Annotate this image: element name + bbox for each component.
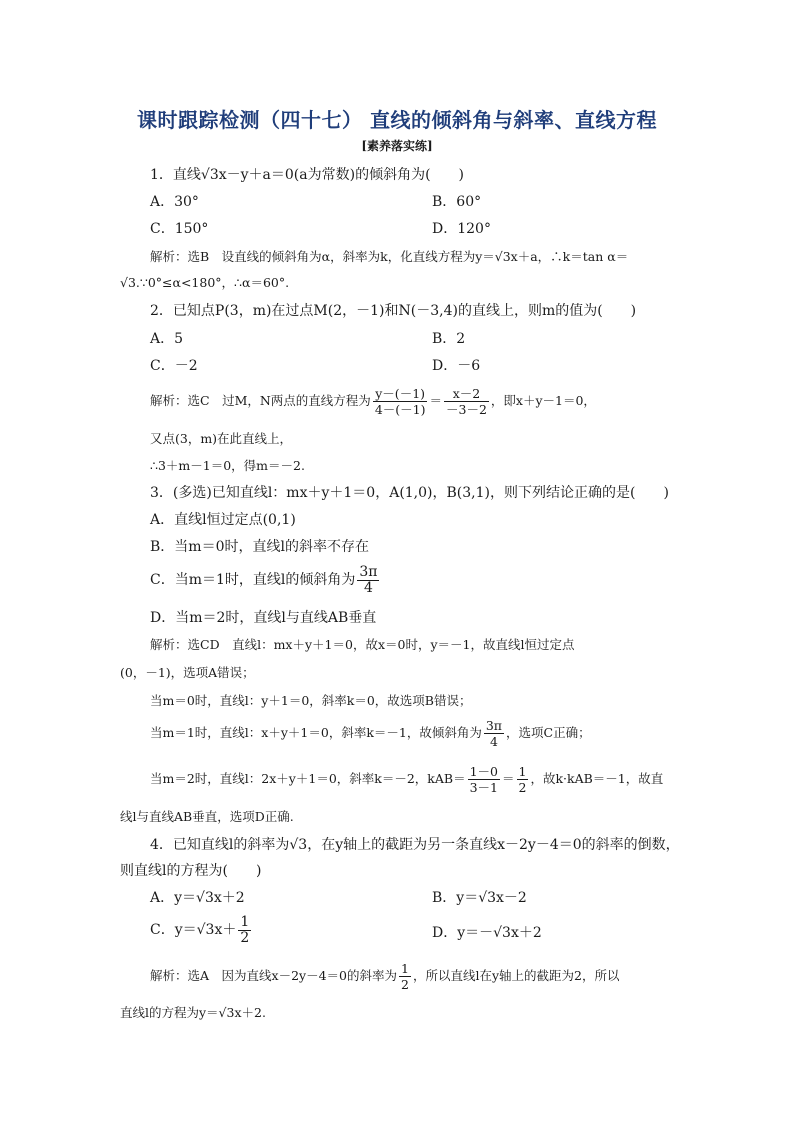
q4-stem-line1: 4．已知直线l的斜率为√3，在y轴上的截距为另一条直线x－2y－4＝0的斜率的倒数， <box>150 837 680 853</box>
q2-solution-line3: ∴3＋m－1＝0，得m＝－2. <box>150 458 305 473</box>
q2-fraction-2 <box>444 386 489 417</box>
q3-solution-line1: 解析：选CD 直线l：mx＋y＋1＝0，故x＝0时，y＝－1，故直线l恒过定点 <box>150 637 575 652</box>
q4-option-a: A．y＝√3x＋2 <box>150 890 245 906</box>
q4-stem-line2: 则直线l的方程为( ) <box>120 863 262 879</box>
q3-kab-result <box>517 764 529 795</box>
q2-fraction-1 <box>373 386 428 417</box>
q1-option-b: B．60° <box>432 194 482 210</box>
q2-stem: 2．已知点P(3，m)在过点M(2，－1)和N(－3,4)的直线上，则m的值为( ) <box>150 303 637 319</box>
q4-solution-text: 解析：选A 因为直线x－2y－4＝0的斜率为 <box>150 968 397 983</box>
q3-solution-line4 <box>150 715 591 751</box>
q3-solution-line5 <box>150 761 663 797</box>
q3-solution-fraction-den: 4 <box>489 734 498 749</box>
q3-option-c-num: 3π <box>359 563 378 580</box>
q1-solution-line2: √3.∵0°≤α<180°，∴α＝60°. <box>120 275 290 290</box>
q2-solution-text: 解析：选C 过M，N两点的直线方程为 <box>150 393 371 408</box>
q2-solution-line2: 又点(3，m)在此直线上， <box>150 431 293 446</box>
q3-kab-result-den: 2 <box>518 780 527 795</box>
q4-solution-line1 <box>150 958 619 994</box>
q4-option-c-den: 2 <box>240 929 250 946</box>
q3-option-b: B．当m＝0时，直线l的斜率不存在 <box>150 539 369 555</box>
q2-fraction-1-num: y－(－1) <box>373 386 428 402</box>
q2-fraction-2-den: －3－2 <box>446 402 487 417</box>
q3-solution-line6: 线l与直线AB垂直，选项D正确. <box>120 809 294 824</box>
q4-solution-fraction <box>399 961 411 992</box>
q3-option-c <box>150 562 381 598</box>
q2-solution-tail: ，即x＋y－1＝0， <box>490 393 596 408</box>
q3-option-c-text: C．当m＝1时，直线l的倾斜角为 <box>150 572 356 588</box>
q2-option-b: B．2 <box>432 331 466 347</box>
q3-option-a: A．直线l恒过定点(0,1) <box>150 512 296 528</box>
q3-stem: 3．(多选)已知直线l：mx＋y＋1＝0，A(1,0)，B(3,1)，则下列结论正确的是( ) <box>150 485 669 501</box>
q2-option-d: D．－6 <box>432 358 481 374</box>
q4-option-c <box>150 912 253 948</box>
q3-kab-den: 3－1 <box>469 780 498 795</box>
q1-stem: 1．直线√3x－y＋a＝0(a为常数)的倾斜角为( ) <box>150 167 464 183</box>
q3-solution-fraction <box>484 718 504 749</box>
q3-option-d: D．当m＝2时，直线l与直线AB垂直 <box>150 610 377 626</box>
q3-option-c-den: 4 <box>363 579 373 596</box>
q3-kab-fraction <box>468 764 500 795</box>
q4-option-b: B．y＝√3x－2 <box>432 890 527 906</box>
q3-solution-line4-text: 当m＝1时，直线l：x＋y＋1＝0，斜率k＝－1，故倾斜角为 <box>150 725 482 740</box>
q1-solution-line1: 解析：选B 设直线的倾斜角为α，斜率为k，化直线方程为y＝√3x＋a，∴k＝tan α＝ <box>150 249 629 264</box>
q4-option-d: D．y＝－√3x＋2 <box>432 925 542 941</box>
q1-option-d: D．120° <box>432 221 491 237</box>
q3-solution-line5-text: 当m＝2时，直线l：2x＋y＋1＝0，斜率k＝－2，kAB＝ <box>150 771 466 786</box>
q3-solution-fraction-num: 3π <box>485 718 503 733</box>
q3-kab-equals: ＝ <box>502 771 515 786</box>
q1-option-c: C．150° <box>150 221 209 237</box>
section-subtitle: [素养落实练] <box>361 139 433 153</box>
q4-solution-fraction-num: 1 <box>401 961 409 976</box>
q3-option-c-fraction <box>357 565 379 596</box>
q4-solution-fraction-den: 2 <box>401 977 409 992</box>
q4-option-c-num: 1 <box>240 913 250 930</box>
q3-solution-line2: (0，－1)，选项A错误； <box>120 665 255 680</box>
q2-fraction-1-den: 4－(－1) <box>374 402 426 417</box>
q2-solution-line1 <box>150 383 596 419</box>
q4-solution-tail: ，所以直线l在y轴上的截距为2，所以 <box>412 968 620 983</box>
q4-option-c-fraction <box>238 915 251 946</box>
q3-solution-line4-tail: ，选项C正确； <box>506 725 591 740</box>
page-title: 课时跟踪检测（四十七） 直线的倾斜角与斜率、直线方程 <box>137 108 657 132</box>
q2-fraction-2-num: x－2 <box>444 386 489 402</box>
q1-option-a: A．30° <box>150 194 199 210</box>
q3-solution-line5-tail: ，故k·kAB＝－1，故直 <box>530 771 664 786</box>
q2-option-c: C．－2 <box>150 358 198 374</box>
q2-option-a: A．5 <box>150 331 184 347</box>
q3-kab-result-num: 1 <box>518 764 527 779</box>
q4-solution-line2: 直线l的方程为y＝√3x＋2. <box>120 1005 266 1020</box>
q3-kab-num: 1－0 <box>469 764 498 779</box>
q3-solution-line3: 当m＝0时，直线l：y＋1＝0，斜率k＝0，故选项B错误； <box>150 693 472 708</box>
q4-option-c-text: C．y＝√3x＋ <box>150 922 237 938</box>
q2-equals: ＝ <box>429 393 442 408</box>
